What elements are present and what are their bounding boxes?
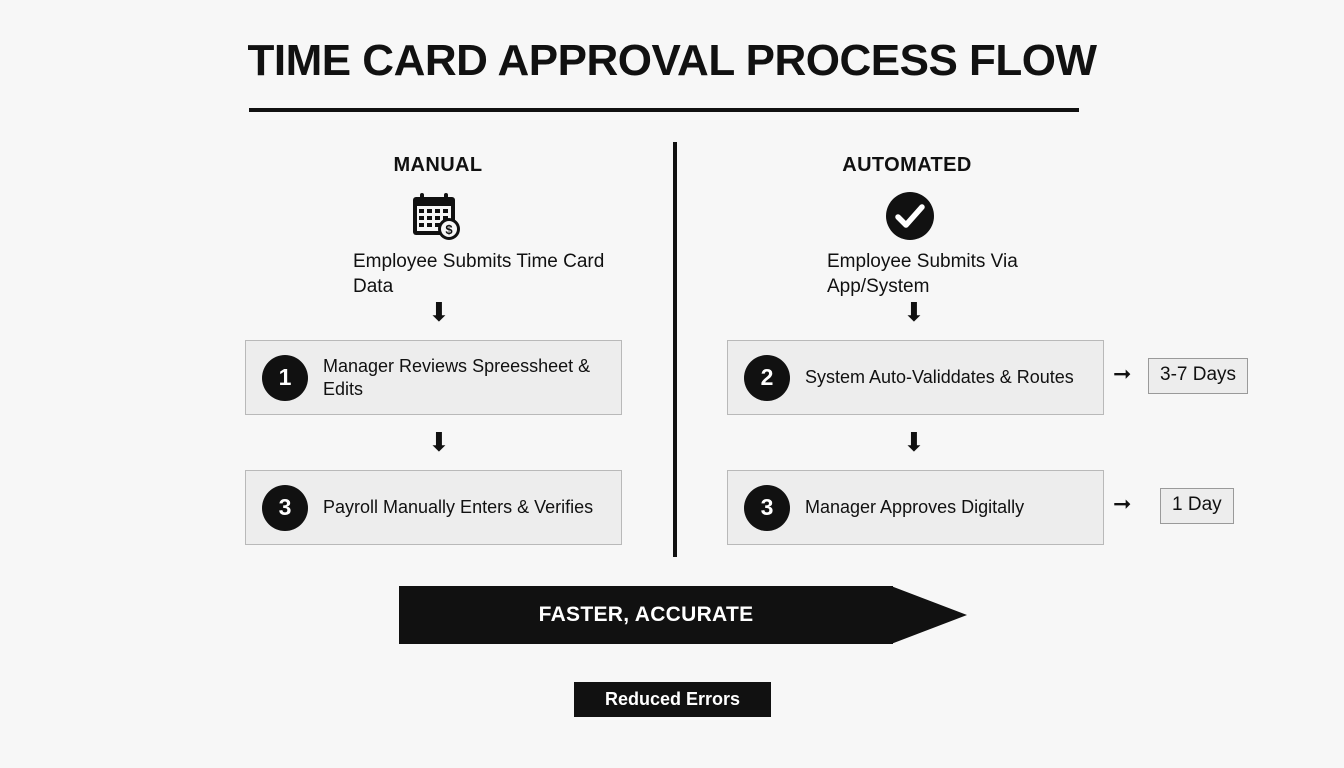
step-box-automated-1[interactable] [727, 340, 1104, 415]
svg-text:$: $ [445, 222, 453, 237]
arrow-right-icon-duration-1: ➞ [1113, 362, 1132, 387]
column-divider [673, 142, 677, 557]
duration-badge-1: 3-7 Days [1148, 358, 1248, 394]
step-box-manual-1[interactable] [245, 340, 622, 415]
step-label: Payroll Manually Enters & Verifies [323, 497, 594, 517]
step-number-badge: 1 [262, 355, 308, 401]
step-number-badge: 3 [744, 485, 790, 531]
arrow-right-icon-banner [891, 586, 967, 644]
start-label-manual: Employee Submits Time Card Data [353, 251, 605, 297]
outcome-banner [399, 586, 967, 644]
arrow-down-icon-manual-2: ⬇ [428, 428, 450, 458]
step-label: Manager Approves Digitally [805, 497, 1025, 517]
step-box-manual-2[interactable] [245, 470, 622, 545]
step-box-automated-2[interactable] [727, 470, 1104, 545]
arrow-right-icon-duration-2: ➞ [1113, 492, 1132, 517]
title-underline-divider [249, 108, 1079, 112]
arrow-down-icon-automated-1: ⬇ [903, 298, 925, 328]
arrow-down-icon-manual-1: ⬇ [428, 298, 450, 328]
step-number-badge: 2 [744, 355, 790, 401]
column-header-manual: MANUAL [393, 154, 483, 176]
step-label: System Auto-Validdates & Routes [805, 367, 1074, 387]
calendar-money-icon [408, 192, 468, 244]
duration-badge-2: 1 Day [1160, 488, 1234, 524]
page-title: TIME CARD APPROVAL PROCESS FLOW [247, 36, 1097, 85]
step-number-badge: 3 [262, 485, 308, 531]
step-label: Manager Reviews Spreessheet & Edits [323, 355, 591, 399]
start-label-automated: Employee Submits Via App/System [827, 251, 1018, 297]
column-header-automated: AUTOMATED [842, 154, 972, 176]
arrow-down-icon-automated-2: ⬇ [903, 428, 925, 458]
check-circle-icon [880, 190, 940, 242]
status-badge-reduced-errors: Reduced Errors [574, 682, 771, 717]
banner-label: FASTER, ACCURATE [538, 603, 754, 626]
